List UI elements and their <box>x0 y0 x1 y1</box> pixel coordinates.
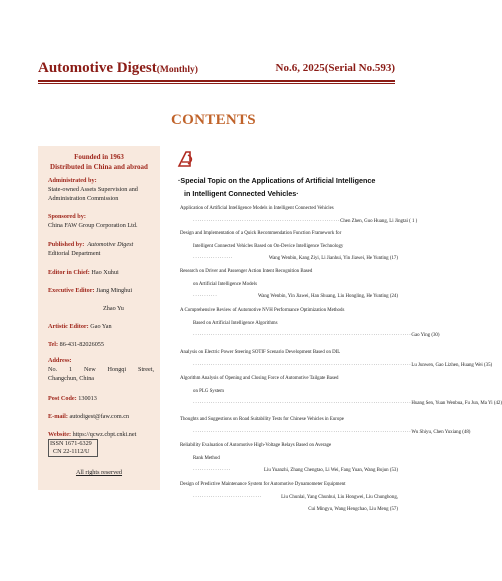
administered-line-2: Administration Commission <box>48 195 119 202</box>
toc-title: A Comprehensive Review of Automotive NVH Performance Optimization Methods <box>180 308 345 313</box>
published-block <box>48 240 154 258</box>
published-journal: Automotive Digest <box>87 241 134 248</box>
issn-box <box>48 439 108 457</box>
email-label: E-mail: <box>48 413 68 420</box>
cn-text: CN 22-1112/U <box>48 448 98 457</box>
sponsored-block <box>48 212 154 230</box>
artistic-editor-value: Gao Yan <box>90 323 112 330</box>
leader-dots: ·································································· <box>193 218 341 224</box>
toc-author-line: ······························· Liu Chunlai, Yang Chunhui, Liu Hongwei, Liu Chunghong, <box>180 492 398 505</box>
toc-author-line: ··········· Wang Wenbin, Yin Jiawei, Han Shuang, Liu Hongling, He Yunting (24) <box>180 291 398 304</box>
special-topic-heading <box>178 174 408 200</box>
toc-entry-4[interactable] <box>180 305 440 343</box>
contents-heading: CONTENTS <box>171 112 256 128</box>
artistic-editor-label: Artistic Editor: <box>48 323 89 330</box>
published-dept: Editorial Department <box>48 250 101 257</box>
toc-author-cont: Cui Mingyu, Wang Hengchao, Liu Meng (57) <box>308 507 398 512</box>
issn-text: ISSN 1671-6329 <box>48 439 98 448</box>
masthead <box>38 60 395 80</box>
toc-entry-5[interactable] <box>180 347 493 372</box>
issue-number: No.6, 2025(Serial No.593) <box>275 62 395 74</box>
leader-dots: ·································································································· <box>193 333 412 338</box>
executive-editor-value-2: Zhao Yu <box>103 305 124 312</box>
toc-title: Analysis on Electric Power Steering SOTIF Scenario Development Based on DIL <box>180 350 341 355</box>
toc-title-cont: on Artificial Intelligence Models <box>193 281 257 287</box>
toc-entry-3[interactable] <box>180 266 398 304</box>
leader-dots: ·················· <box>193 256 234 261</box>
toc-entry-7[interactable] <box>180 414 471 439</box>
address-label: Address: <box>48 357 72 364</box>
leader-dots: ······························· <box>193 494 263 500</box>
website-block <box>48 430 154 439</box>
tel-block <box>48 340 154 349</box>
tel-label: Tel: <box>48 341 59 348</box>
editor-label: Editor in Chief: <box>48 269 90 276</box>
toc-title: Research on Driver and Passenger Action Intent Recognition Based <box>180 269 313 274</box>
address-block <box>48 356 154 383</box>
toc-title-cont: Intelligent Connected Vehicles Based on On-Device Intelligence Technology <box>193 243 344 249</box>
leader-dots: ·································································································· <box>193 429 412 435</box>
postcode-label: Post Code: <box>48 395 77 402</box>
website-label: Website: <box>48 431 72 438</box>
masthead-sidebar <box>38 146 160 490</box>
editor-value: Hao Xuhui <box>91 269 119 276</box>
toc-author-line: ·································································································· Gao Ying (30) <box>180 330 398 343</box>
leader-dots: ·································································································· <box>193 401 412 406</box>
toc-title: Application of Artificial Intelligence Models in Intelligent Connected Vehicles <box>180 206 334 211</box>
toc-entry-9[interactable] <box>180 479 398 517</box>
toc-author-line: ·································································································· Lu Junwen, Gao Lizhen, Huang Wei (35) <box>180 360 398 373</box>
address-line-2: Changchun, China <box>48 375 95 382</box>
toc-entry-2[interactable] <box>180 228 398 266</box>
executive-editor-value-1: Jiang Minghui <box>96 287 133 294</box>
masthead-rule-thin <box>38 83 395 84</box>
sponsored-label: Sponsored by: <box>48 213 86 220</box>
rights-text: All rights reserved <box>75 469 123 476</box>
toc-title: Design of Predictive Maintenance System for Automotive Dynamometer Equipment <box>180 482 346 487</box>
toc-title: Reliability Evaluation of Automotive High-Voltage Relays Based on Average <box>180 443 332 448</box>
journal-logo-icon <box>178 151 196 167</box>
toc-author-line: ·································································································· Wu Shiyu, Chen Yuxiang (48) <box>180 427 398 440</box>
toc-author-line: ·································································· Chen Zhen, Guo Huang, Li Jingtai ( 1 ) <box>180 216 398 229</box>
founded-text: Founded in 1963 <box>74 153 124 161</box>
website-value[interactable]: https://qcwz.cbpt.cnki.net <box>72 431 137 438</box>
journal-title <box>38 60 198 77</box>
masthead-rule-thick <box>38 80 395 82</box>
toc-entry-6[interactable] <box>180 373 502 411</box>
journal-frequency: (Monthly) <box>156 65 198 75</box>
toc-title-cont: on PLG System <box>193 388 224 394</box>
leader-dots: ················· <box>193 468 231 473</box>
leader-dots: ·································································································· <box>193 362 412 368</box>
toc-author-line: ················· Liu Yuanzhi, Zhang Chengtao, Li Wei, Fang Yuan, Wang Bojun (53) <box>180 465 398 478</box>
toc-author-line: ·································································································· Huang Sen, Yuan Wenbua, Fu Jun, Ma Yi (42) <box>180 398 398 411</box>
distributed-text: Distributed in China and abroad <box>50 163 148 171</box>
founded-block <box>38 152 160 172</box>
toc-title: Algorithm Analysis of Opening and Closing Force of Automotive Tailgate Based <box>180 376 339 381</box>
toc-entry-8[interactable] <box>180 440 398 478</box>
postcode-block <box>48 394 154 403</box>
toc-title: Thoughts and Suggestions on Road Suitability Tests for Chinese Vehicles in Europe <box>180 417 344 422</box>
leader-dots: ··········· <box>193 294 218 299</box>
administered-block <box>48 176 154 203</box>
toc-title-cont: Rank Method <box>193 455 220 461</box>
artistic-editor-block <box>48 322 154 331</box>
postcode-value: 130013 <box>78 395 97 402</box>
executive-editor-block <box>48 286 154 313</box>
editor-block <box>48 268 154 277</box>
published-label: Published by: <box>48 241 85 248</box>
special-topic-line-2: in Intelligent Connected Vehicles· <box>184 189 299 198</box>
executive-editor-label: Executive Editor: <box>48 287 95 294</box>
tel-value: 86-431-82026055 <box>59 341 104 348</box>
toc-entry-1[interactable] <box>180 203 418 228</box>
administered-label: Administrated by: <box>48 177 97 184</box>
email-value[interactable]: autodigest@faw.com.cn <box>69 413 130 420</box>
toc-title-cont: Based on Artificial Intelligence Algorithms <box>193 320 278 326</box>
email-block <box>48 412 154 421</box>
special-topic-line-1: ·Special Topic on the Applications of Artificial Intelligence <box>178 176 376 185</box>
toc-author-line: ·················· Wang Wenbin, Kang Ziyi, Li Jianhui, Yin Jiawei, He Yunting (17) <box>180 253 398 266</box>
journal-name: Automotive Digest <box>38 60 157 76</box>
sponsored-value: China FAW Group Corporation Ltd. <box>48 222 138 229</box>
administered-line-1: State-owned Assets Supervision and <box>48 186 138 193</box>
toc-title: Design and Implementation of a Quick Recommendation Function Framework for <box>180 231 342 236</box>
address-line-1: No. 1 New Hongqi Street, <box>48 366 154 373</box>
